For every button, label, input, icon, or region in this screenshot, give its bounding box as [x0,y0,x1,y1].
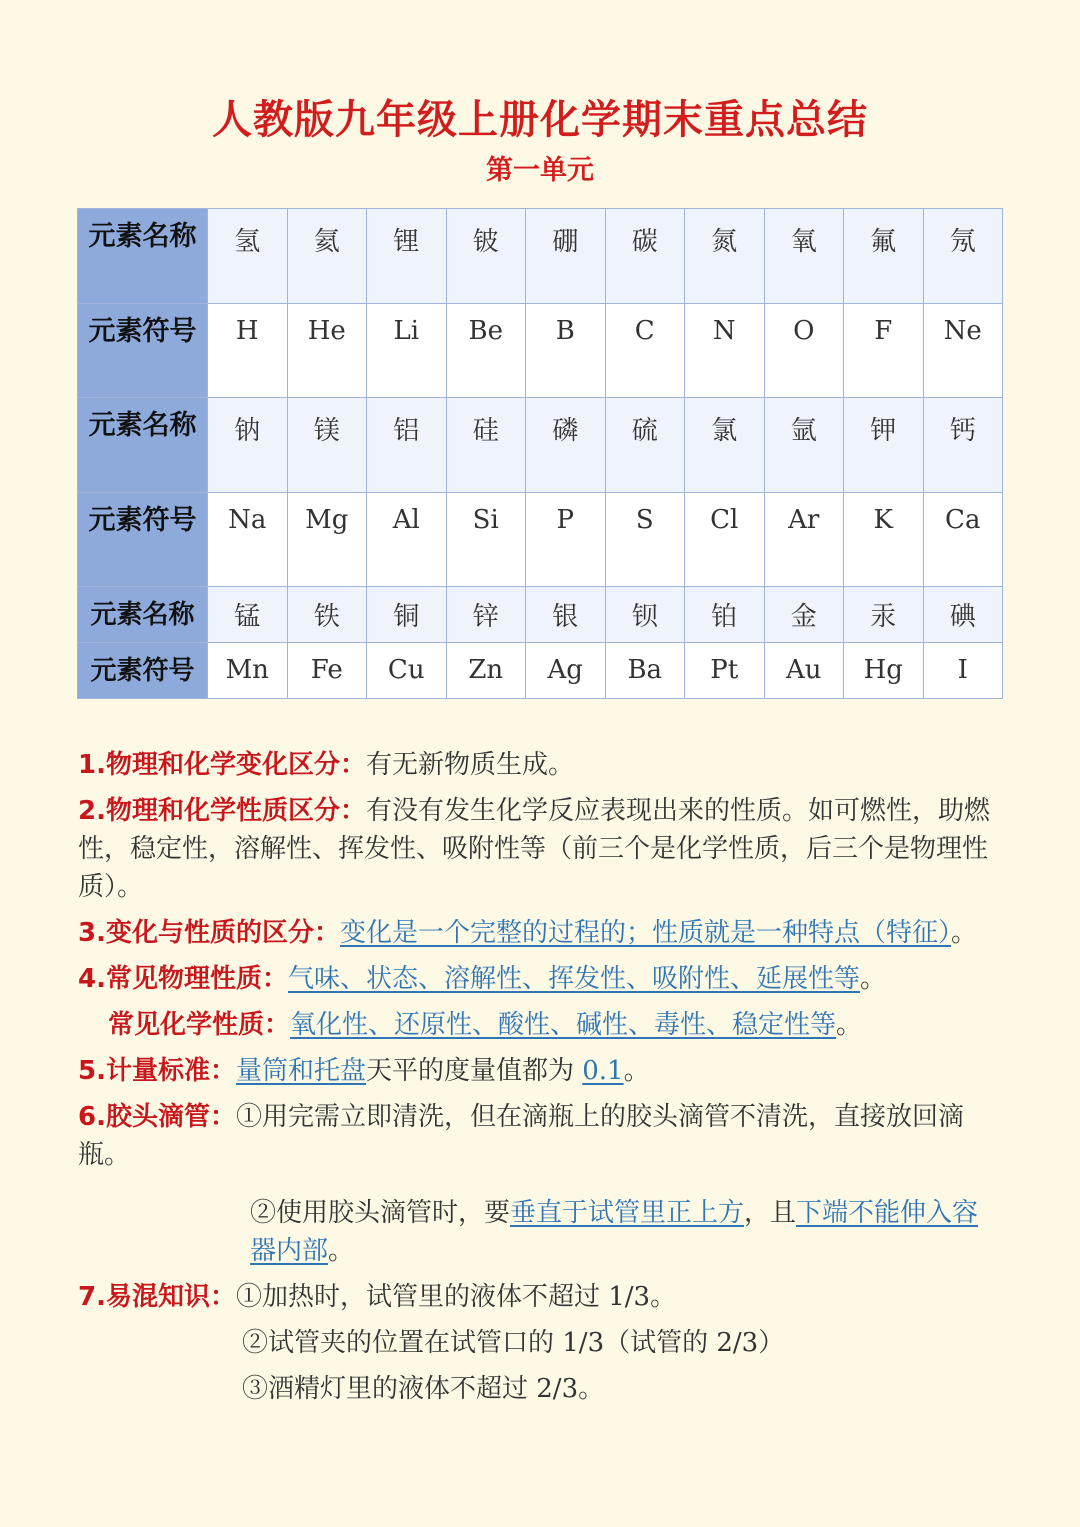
note-highlight: 氧化性、还原性、酸性、碱性、毒性、稳定性等 [290,1010,837,1040]
element-name-cell: 硅 [446,398,526,493]
element-symbol-cell: Mg [287,492,367,587]
name-row [78,209,1003,304]
element-symbol-cell: Al [367,492,447,587]
element-symbol-cell: He [287,303,367,398]
element-name-cell: 钙 [923,398,1003,493]
element-name-cell: 锂 [367,209,447,304]
note-text: ，且 [744,1198,797,1228]
symbol-row [78,492,1003,587]
element-name-cell: 硼 [526,209,606,304]
name-row [78,398,1003,493]
note-label: 6.胶头滴管： [78,1102,236,1132]
symbol-row [78,303,1003,398]
note-text: 。 [859,964,886,994]
element-symbol-cell: Ba [605,643,685,699]
notes-section [78,746,1004,1416]
note-3 [78,914,1004,952]
element-symbol-cell: Zn [446,643,526,699]
row-header: 元素名称 [78,209,208,304]
element-symbol-cell: Si [446,492,526,587]
note-4 [78,960,1004,998]
symbol-row [78,643,1003,699]
note-text: 。 [623,1056,650,1086]
note-highlight: 垂直于试管里正上方 [510,1198,745,1228]
row-header: 元素符号 [78,643,208,699]
element-symbol-cell: Be [446,303,526,398]
note-highlight: 下端不能伸入容器内部 [250,1198,979,1266]
page-title: 人教版九年级上册化学期末重点总结 [212,97,868,143]
note-label: 4.常见物理性质： [78,964,288,994]
element-symbol-cell: P [526,492,606,587]
element-name-cell: 氩 [764,398,844,493]
element-name-cell: 磷 [526,398,606,493]
note-7 [78,1278,1004,1316]
element-name-cell: 铁 [287,587,367,643]
element-name-cell: 金 [764,587,844,643]
note-label: 3.变化与性质的区分： [78,918,340,948]
element-name-cell: 锰 [208,587,288,643]
element-name-cell: 汞 [844,587,924,643]
element-symbol-cell: Ar [764,492,844,587]
element-symbol-cell: Cl [685,492,765,587]
note-text: ①用完需立即清洗，但在滴瓶上的胶头滴管不清洗，直接放回滴瓶。 [78,1102,964,1170]
element-symbol-cell: Mn [208,643,288,699]
page-subtitle: 第一单元 [486,155,594,186]
row-header: 元素名称 [78,587,208,643]
note-5 [78,1052,1004,1090]
element-symbol-cell: Li [367,303,447,398]
note-text: 。 [328,1236,355,1266]
element-name-cell: 碳 [605,209,685,304]
element-symbol-cell: Na [208,492,288,587]
element-name-cell: 钠 [208,398,288,493]
note-6 [78,1098,1004,1174]
element-name-cell: 锌 [446,587,526,643]
element-symbol-cell: B [526,303,606,398]
element-symbol-cell: Ag [526,643,606,699]
element-symbol-cell: Fe [287,643,367,699]
note-text: ①加热时，试管里的液体不超过 1/3。 [235,1282,677,1312]
element-symbol-cell: O [764,303,844,398]
element-name-cell: 钡 [605,587,685,643]
element-symbol-cell: Cu [367,643,447,699]
element-symbol-cell: I [923,643,1003,699]
element-table-1 [77,208,1003,587]
note-highlight: 量筒和托盘 [235,1056,366,1086]
note-label: 常见化学性质： [108,1010,291,1040]
row-header: 元素符号 [78,492,208,587]
element-symbol-cell: K [844,492,924,587]
element-name-cell: 氮 [685,209,765,304]
note-text: 。 [950,918,977,948]
element-name-cell: 铂 [685,587,765,643]
element-symbol-cell: Hg [844,643,924,699]
element-symbol-cell: F [844,303,924,398]
element-symbol-cell: Pt [685,643,765,699]
note-label: 5.计量标准： [78,1056,236,1086]
note-text: ②使用胶头滴管时，要 [250,1198,511,1228]
element-name-cell: 氦 [287,209,367,304]
note-label: 1.物理和化学变化区分： [78,750,366,780]
element-name-cell: 氯 [685,398,765,493]
element-name-cell: 银 [526,587,606,643]
element-name-cell: 氟 [844,209,924,304]
element-name-cell: 硫 [605,398,685,493]
row-header: 元素名称 [78,398,208,493]
element-symbol-cell: H [208,303,288,398]
element-name-cell: 氖 [923,209,1003,304]
element-table-2 [77,586,1003,699]
element-symbol-cell: C [605,303,685,398]
note-highlight: 0.1 [582,1056,624,1086]
element-symbol-cell: N [685,303,765,398]
note-label: 7.易混知识： [78,1282,236,1312]
element-symbol-cell: Au [764,643,844,699]
row-header: 元素符号 [78,303,208,398]
note-text: 天平的度量值都为 [365,1056,583,1086]
note-6b [78,1194,1004,1270]
note-text: 有没有发生化学反应表现出来的性质。如可燃性，助燃性，稳定性，溶解性、挥发性、吸附性等（前三个是化学性质，后三个是物理性质）。 [78,796,990,902]
element-name-cell: 铜 [367,587,447,643]
element-name-cell: 钾 [844,398,924,493]
note-1 [78,746,1004,784]
note-2 [78,792,1004,906]
note-label: 2.物理和化学性质区分： [78,796,366,826]
element-name-cell: 镁 [287,398,367,493]
element-symbol-cell: Ne [923,303,1003,398]
note-text: 有无新物质生成。 [365,750,574,780]
element-symbol-cell: S [605,492,685,587]
element-name-cell: 氢 [208,209,288,304]
note-highlight: 变化是一个完整的过程的；性质就是一种特点（特征） [339,918,951,948]
element-name-cell: 铝 [367,398,447,493]
name-row [78,587,1003,643]
element-name-cell: 碘 [923,587,1003,643]
note-7b: ②试管夹的位置在试管口的 1/3（试管的 2/3） [242,1328,785,1358]
note-4b [78,1006,1004,1044]
note-highlight: 气味、状态、溶解性、挥发性、吸附性、延展性等 [287,964,860,994]
element-symbol-cell: Ca [923,492,1003,587]
element-name-cell: 氧 [764,209,844,304]
note-text: 。 [836,1010,863,1040]
element-name-cell: 铍 [446,209,526,304]
note-7c: ③酒精灯里的液体不超过 2/3。 [242,1374,605,1404]
